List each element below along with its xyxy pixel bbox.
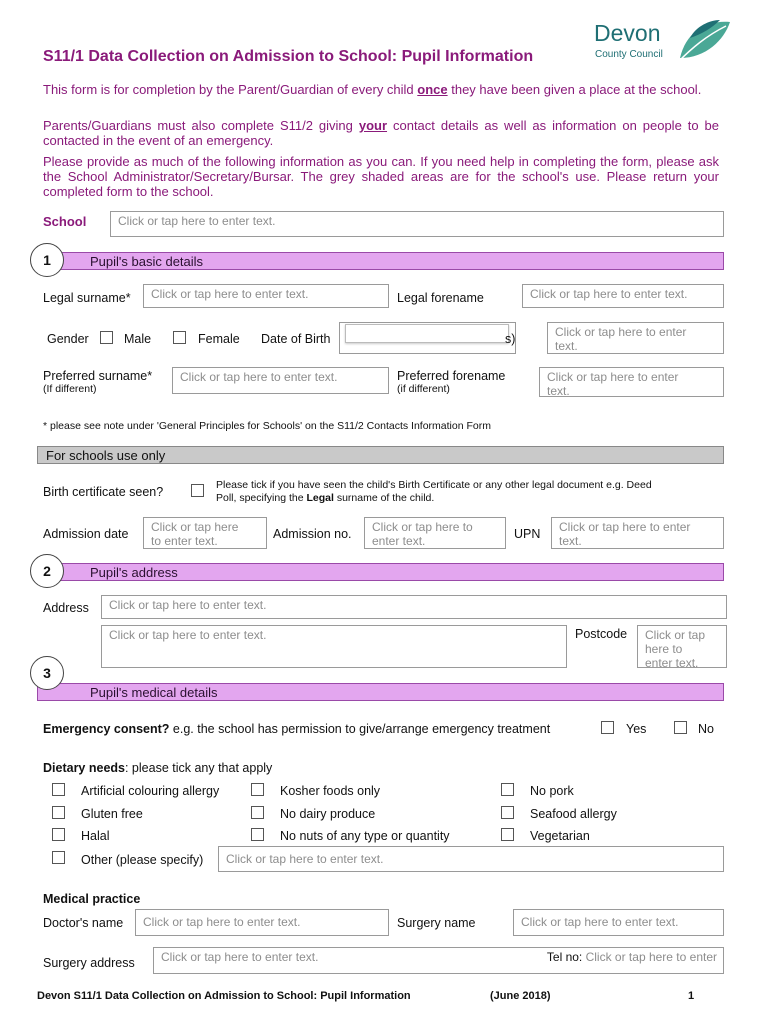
upn-field[interactable]: Click or tap here to enter text. <box>551 517 724 549</box>
birth-cert-checkbox[interactable] <box>191 484 204 497</box>
diet-other-label: Other (please specify) <box>81 853 204 867</box>
section-3-bar: Pupil's medical details <box>37 683 724 701</box>
birth-cert-text-1: Please tick if you have seen the child's Birth Certificate or any other legal document e.g. Deed <box>216 479 652 491</box>
female-checkbox[interactable] <box>173 331 186 344</box>
doctor-name-label: Doctor's name <box>43 916 124 930</box>
dob-suffix: s) <box>505 332 516 346</box>
diet-dairy-label: No dairy produce <box>280 807 376 821</box>
male-label: Male <box>124 332 152 346</box>
surgery-address-label: Surgery address <box>43 956 135 970</box>
diet-seafood-checkbox[interactable] <box>501 806 514 819</box>
tel-group: Tel no: Click or tap here to enter <box>546 950 717 964</box>
gender-label: Gender <box>47 332 89 346</box>
diet-kosher-label: Kosher foods only <box>280 784 381 798</box>
female-label: Female <box>198 332 240 346</box>
diet-artificial-checkbox[interactable] <box>52 783 65 796</box>
address-line-1[interactable]: Click or tap here to enter text. <box>101 595 727 619</box>
school-label: School <box>43 214 87 229</box>
if-different-2: (if different) <box>397 383 450 395</box>
legal-forename-label: Legal forename <box>397 291 484 305</box>
address-label: Address <box>43 601 89 615</box>
diet-other-checkbox[interactable] <box>52 851 65 864</box>
diet-halal-label: Halal <box>81 829 110 843</box>
section-2-bar: Pupil's address <box>37 563 724 581</box>
admission-date-label: Admission date <box>43 527 129 541</box>
preferred-surname-field[interactable]: Click or tap here to enter text. <box>172 367 389 394</box>
section-1-number: 1 <box>30 243 64 277</box>
preferred-forename-field[interactable]: Click or tap here to enter text. <box>539 367 724 397</box>
admission-date-field[interactable]: Click or tap here to enter text. <box>143 517 267 549</box>
consent-yes-label: Yes <box>626 722 647 736</box>
footer-title: Devon S11/1 Data Collection on Admission to School: Pupil Information <box>37 990 411 1002</box>
if-different-1: (If different) <box>43 383 97 395</box>
legal-surname-label: Legal surname* <box>43 291 131 305</box>
surname-note: * please see note under 'General Principles for Schools' on the S11/2 Contacts Information Form <box>43 420 491 432</box>
admission-no-field[interactable]: Click or tap here to enter text. <box>364 517 506 549</box>
intro-para-3: Please provide as much of the following information as you can. If you need help in completing the form, please ask the School Administrator/Secretary/Bursar. The grey shaded areas are for the school's use. Please return your completed form to the school. <box>43 154 719 199</box>
dob-dropdown[interactable] <box>345 324 509 343</box>
diet-nuts-label: No nuts of any type or quantity <box>280 829 450 843</box>
logo-sub: County Council <box>595 49 663 60</box>
consent-no-label: No <box>698 722 714 736</box>
intro-para-1: This form is for completion by the Parent/Guardian of every child once they have been given a place at the school. <box>43 82 702 97</box>
male-checkbox[interactable] <box>100 331 113 344</box>
devon-logo <box>594 18 734 64</box>
admission-no-label: Admission no. <box>273 527 352 541</box>
page-title: S11/1 Data Collection on Admission to School: Pupil Information <box>43 48 534 65</box>
diet-nuts-checkbox[interactable] <box>251 828 264 841</box>
dietary-label: Dietary needs: please tick any that apply <box>43 761 273 775</box>
logo-name: Devon <box>594 20 661 46</box>
postcode-label: Postcode <box>575 627 628 641</box>
medical-practice-heading: Medical practice <box>43 892 141 906</box>
diet-other-field[interactable]: Click or tap here to enter text. <box>218 846 724 872</box>
leaf-icon <box>676 18 732 64</box>
preferred-surname-label: Preferred surname* <box>43 369 153 383</box>
schools-use-bar: For schools use only <box>37 446 724 464</box>
address-line-2[interactable]: Click or tap here to enter text. <box>101 625 567 668</box>
legal-surname-field[interactable]: Click or tap here to enter text. <box>143 284 389 308</box>
diet-vegetarian-label: Vegetarian <box>530 829 590 843</box>
emergency-consent-label: Emergency consent? e.g. the school has permission to give/arrange emergency treatment <box>43 722 551 736</box>
diet-vegetarian-checkbox[interactable] <box>501 828 514 841</box>
consent-no-checkbox[interactable] <box>674 721 687 734</box>
footer-date: (June 2018) <box>490 990 551 1002</box>
diet-dairy-checkbox[interactable] <box>251 806 264 819</box>
dob-tail-field[interactable]: Click or tap here to enter text. <box>547 322 724 354</box>
surgery-address-field[interactable] <box>153 947 724 974</box>
diet-gluten-label: Gluten free <box>81 807 143 821</box>
diet-artificial-label: Artificial colouring allergy <box>81 784 220 798</box>
dob-label: Date of Birth <box>261 332 331 346</box>
surgery-name-label: Surgery name <box>397 916 476 930</box>
diet-no-pork-label: No pork <box>530 784 574 798</box>
preferred-forename-label: Preferred forename <box>397 369 506 383</box>
doctor-name-field[interactable]: Click or tap here to enter text. <box>135 909 389 936</box>
diet-no-pork-checkbox[interactable] <box>501 783 514 796</box>
diet-gluten-checkbox[interactable] <box>52 806 65 819</box>
consent-yes-checkbox[interactable] <box>601 721 614 734</box>
intro-para-2: Parents/Guardians must also complete S11/2 giving your contact details as well as information on people to be contacted in the event of an emergency. <box>43 118 720 148</box>
upn-label: UPN <box>514 527 541 541</box>
birth-cert-label: Birth certificate seen? <box>43 485 164 499</box>
birth-cert-text-2: Poll, specifying the Legal surname of the child. <box>216 492 435 504</box>
surgery-name-field[interactable]: Click or tap here to enter text. <box>513 909 724 936</box>
surgery-address-placeholder: Click or tap here to enter text. <box>161 950 319 964</box>
footer-page: 1 <box>688 990 695 1002</box>
section-2-number: 2 <box>30 554 64 588</box>
section-1-bar: Pupil's basic details <box>37 252 724 270</box>
diet-kosher-checkbox[interactable] <box>251 783 264 796</box>
diet-halal-checkbox[interactable] <box>52 828 65 841</box>
school-field[interactable]: Click or tap here to enter text. <box>110 211 724 237</box>
section-3-number: 3 <box>30 656 64 690</box>
diet-seafood-label: Seafood allergy <box>530 807 617 821</box>
postcode-field[interactable]: Click or tap here to enter text. <box>637 625 727 668</box>
legal-forename-field[interactable]: Click or tap here to enter text. <box>522 284 724 308</box>
